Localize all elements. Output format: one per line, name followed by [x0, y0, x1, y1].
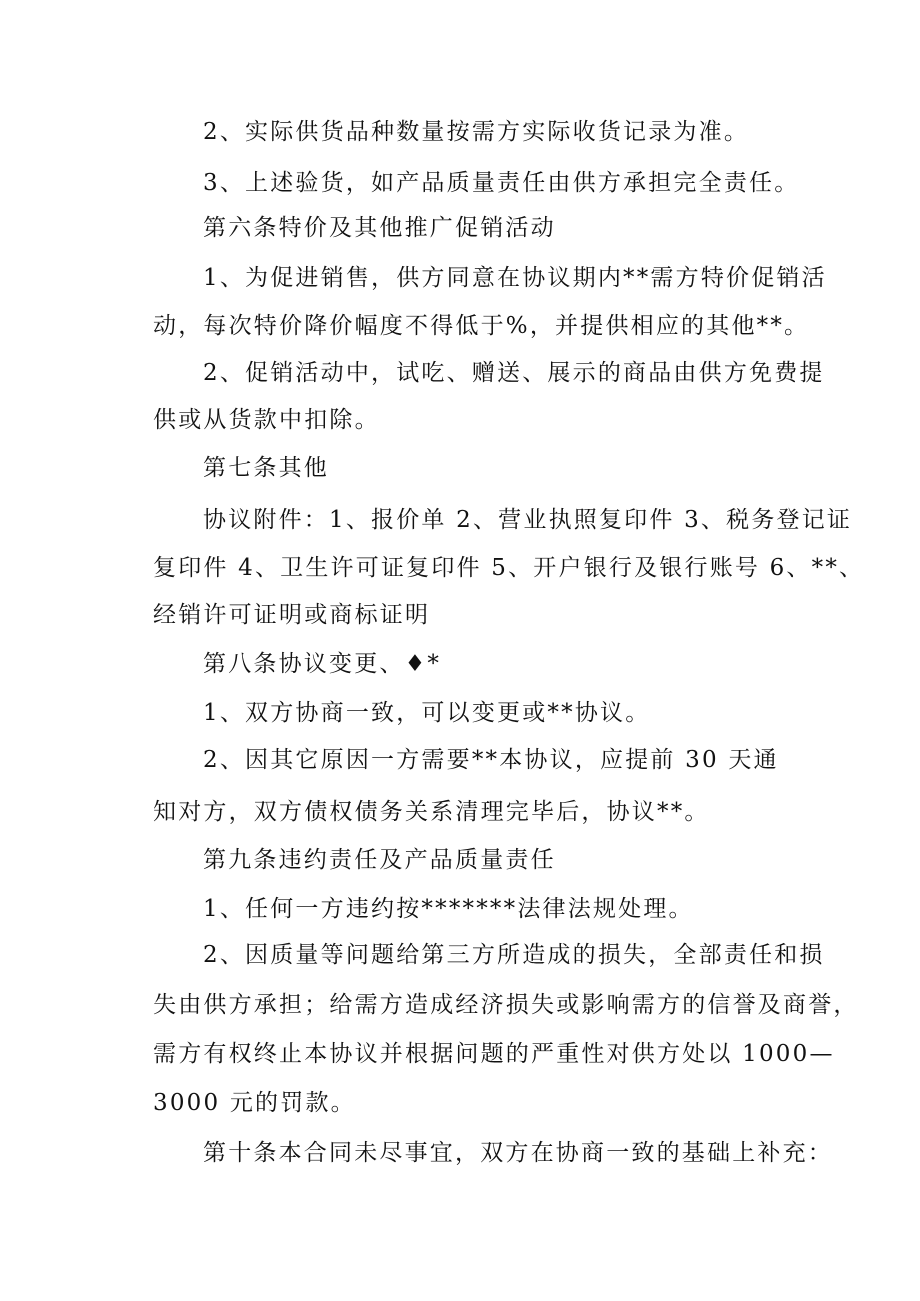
- clause-9-item-2-cont-3: 3000 元的罚款。: [153, 1090, 356, 1116]
- clause-5-item-3: 3、上述验货，如产品质量责任由供方承担完全责任。: [203, 170, 800, 196]
- clause-9-item-2: 2、因质量等问题给第三方所造成的损失，全部责任和损: [203, 942, 825, 968]
- clause-7-attachments-cont-2: 经销许可证明或商标证明: [153, 602, 431, 628]
- clause-9-heading: 第九条违约责任及产品质量责任: [203, 847, 556, 873]
- clause-9-item-1: 1、任何一方违约按*******法律法规处理。: [203, 896, 694, 922]
- clause-6-item-1-cont: 动，每次特价降价幅度不得低于%，并提供相应的其他**。: [153, 313, 810, 339]
- clause-7-attachments: 协议附件：1、报价单 2、营业执照复印件 3、税务登记证: [203, 507, 853, 533]
- clause-8-heading: 第八条协议变更、♦*: [203, 651, 442, 677]
- clause-6-item-1: 1、为促进销售，供方同意在协议期内**需方特价促销活: [203, 265, 827, 291]
- clause-10-heading: 第十条本合同未尽事宜，双方在协商一致的基础上补充：: [203, 1140, 833, 1166]
- clause-9-item-2-cont-1: 失由供方承担；给需方造成经济损失或影响需方的信誉及商誉，: [153, 992, 859, 1018]
- clause-8-item-1: 1、双方协商一致，可以变更或**协议。: [203, 700, 651, 726]
- clause-6-heading: 第六条特价及其他推广促销活动: [203, 215, 556, 241]
- clause-8-item-2: 2、因其它原因一方需要**本协议，应提前 30 天通: [203, 747, 779, 773]
- clause-6-item-2: 2、促销活动中，试吃、赠送、展示的商品由供方免费提: [203, 360, 825, 386]
- clause-9-item-2-cont-2: 需方有权终止本协议并根据问题的严重性对供方处以 1000—: [153, 1041, 835, 1067]
- clause-5-item-2: 2、实际供货品种数量按需方实际收货记录为准。: [203, 119, 750, 145]
- clause-6-item-2-cont: 供或从货款中扣除。: [153, 407, 380, 433]
- clause-7-heading: 第七条其他: [203, 455, 329, 481]
- clause-8-item-2-cont: 知对方，双方债权债务关系清理完毕后，协议**。: [153, 799, 710, 825]
- clause-7-attachments-cont-1: 复印件 4、卫生许可证复印件 5、开户银行及银行账号 6、**、: [153, 555, 865, 581]
